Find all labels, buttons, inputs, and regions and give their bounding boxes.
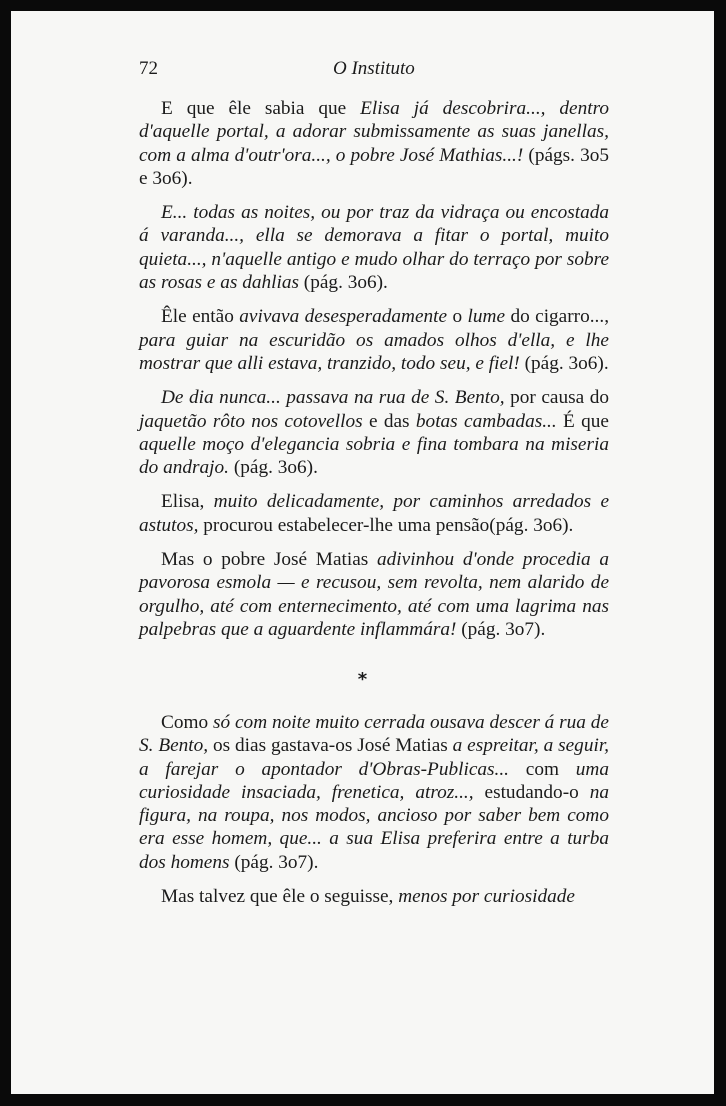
italic-run: E... todas as noites, ou por traz da vidraça ou encostada á varanda..., ella se demorava a fitar o portal, muito quieta..., n'aquelle antigo e mudo olhar do terraço por sobre as rosas e as dahlias [139, 202, 609, 294]
text-run: Mas o pobre José Matias [161, 549, 378, 571]
text-run: (pág. 3o6). [298, 272, 388, 294]
text-run: procurou estabelecer-lhe uma pensão(pág. 3o6). [198, 514, 574, 536]
italic-run: Elisa já descobrira..., dentro d'aquelle portal, a adorar submissamente as suas janellas, com a alma d'outr'ora..., o pobre José Mathias...! [139, 98, 610, 166]
italic-run: botas cambadas... [415, 410, 557, 432]
text-run: estudando-o [473, 781, 590, 803]
book-page [11, 11, 714, 1094]
italic-run: avivava desesperadamente [239, 306, 448, 328]
running-head [139, 58, 609, 88]
text-run: Elisa, [161, 491, 214, 513]
text-run: os dias gastava-os José Matias [208, 735, 453, 757]
italic-run: menos por curiosidade [398, 886, 575, 908]
text-run: o [447, 306, 468, 328]
body-text-top [139, 97, 609, 652]
paragraph [139, 97, 609, 190]
italic-run: aquelle moço d'elegancia sobria e fina tombara na miseria do andrajo. [139, 433, 609, 479]
italic-run: De dia nunca... passava na rua de S. Bento, [161, 387, 505, 409]
text-run: e das [362, 410, 416, 432]
paragraph [139, 305, 609, 375]
italic-run: para guiar na escuridão os amados olhos d'ella, e lhe mostrar que alli estava, tranzido, todo seu, e fiel! [139, 329, 609, 374]
text-run: por causa do [504, 387, 609, 409]
text-run: Como [161, 712, 213, 733]
paragraph [139, 885, 609, 908]
text-run: (pág. 3o7). [229, 851, 319, 873]
paragraph [139, 711, 609, 874]
italic-run: uma curiosidade insaciada, frenetica, atroz..., [139, 758, 609, 803]
text-run: Mas talvez que êle o seguisse, [161, 886, 399, 908]
italic-run: muito delicadamente, por caminhos arredados e astutos, [139, 491, 609, 536]
text-run: do cigarro..., [505, 306, 610, 328]
italic-run: adivinhou d'onde procedia a pavorosa esmola — e recusou, sem revolta, nem alarido de orgulho, até com enternecimento, até com uma lagrima nas palpebras que a aguardente inflammára! [139, 549, 609, 640]
text-run: (págs. 3o5 e 3o6). [139, 144, 609, 189]
text-run: (pág. 3o6). [519, 352, 609, 374]
italic-run: só com noite muito cerrada ousava descer á rua de S. Bento, [139, 712, 609, 757]
italic-run: jaquetão rôto nos cotovellos [139, 410, 363, 432]
italic-run: lume [467, 306, 506, 328]
body-text-bottom [139, 711, 609, 919]
text-run: (pág. 3o6). [229, 457, 318, 479]
italic-run: na figura, na roupa, nos modos, ancioso por saber bem como era esse homem, que... a sua Elisa preferira entre a turba dos homens [139, 781, 609, 873]
paragraph [139, 490, 609, 537]
paragraph [139, 548, 609, 641]
text-run: (pág. 3o7). [456, 618, 546, 640]
text-run: E que êle sabia que [161, 98, 361, 119]
paragraph [139, 386, 609, 479]
text-run: com [508, 758, 576, 780]
page-number: 72 [139, 58, 158, 79]
section-separator: * [357, 669, 368, 690]
text-run: É que [556, 410, 609, 432]
paragraph [139, 201, 609, 294]
italic-run: a espreitar, a seguir, a farejar o apontador d'Obras-Publicas... [139, 735, 610, 780]
text-run: Êle então [161, 306, 240, 328]
running-title: O Instituto [333, 58, 415, 79]
